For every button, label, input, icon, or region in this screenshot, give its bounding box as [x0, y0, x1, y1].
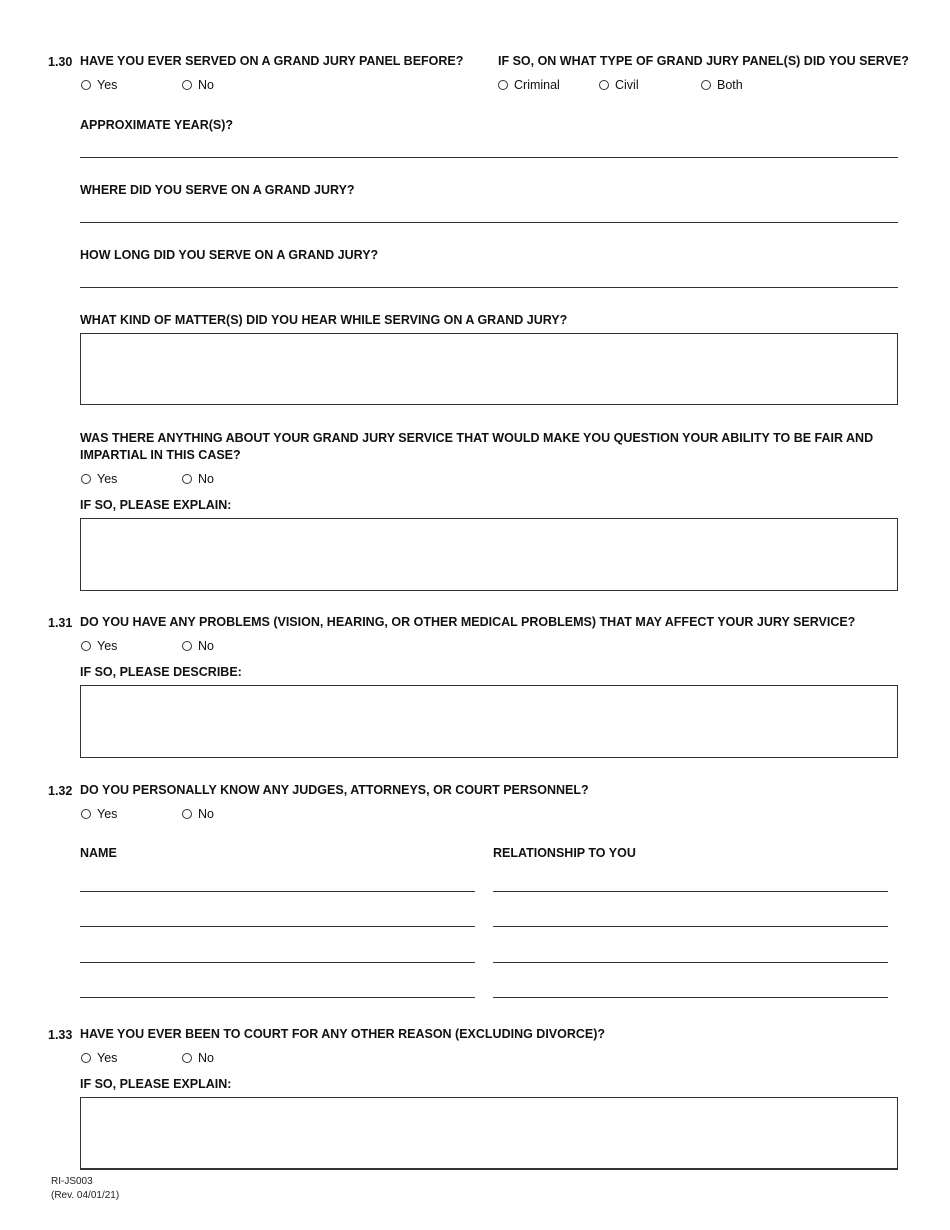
q132-name-field-3[interactable] [80, 962, 475, 963]
q131-yes-option[interactable] [81, 639, 117, 653]
q132-relationship-field-4[interactable] [493, 997, 888, 998]
question-1-32-text: DO YOU PERSONALLY KNOW ANY JUDGES, ATTORNEYS, OR COURT PERSONNEL? [80, 783, 589, 797]
q131-no-option[interactable] [182, 639, 214, 653]
q131-yes-radio[interactable] [81, 641, 91, 651]
q132-name-field-4[interactable] [80, 997, 475, 998]
q131-describe-label: IF SO, PLEASE DESCRIBE: [80, 665, 242, 679]
q130-civil-radio[interactable] [599, 80, 609, 90]
q130-yes-radio[interactable] [81, 80, 91, 90]
q132-name-field-1[interactable] [80, 891, 475, 892]
q132-name-header: NAME [80, 846, 117, 860]
q130-both-radio[interactable] [701, 80, 711, 90]
q130-years-label: APPROXIMATE YEAR(S)? [80, 118, 234, 132]
question-1-30-text: HAVE YOU EVER SERVED ON A GRAND JURY PANEL BEFORE? [80, 54, 464, 68]
q133-explain-label: IF SO, PLEASE EXPLAIN: [80, 1077, 232, 1091]
q132-name-field-2[interactable] [80, 926, 475, 927]
form-revision: (Rev. 04/01/21) [51, 1190, 120, 1201]
q130-both-label: Both [717, 78, 743, 92]
q132-no-option[interactable] [182, 807, 214, 821]
q133-yes-option[interactable] [81, 1051, 117, 1065]
q130-matters-textarea[interactable] [80, 333, 898, 405]
q130-years-field[interactable] [80, 157, 898, 158]
question-1-33-text: HAVE YOU EVER BEEN TO COURT FOR ANY OTHER REASON (EXCLUDING DIVORCE)? [80, 1027, 606, 1041]
q130-civil-option[interactable] [599, 78, 639, 92]
q132-yes-label: Yes [97, 807, 118, 821]
q133-no-radio[interactable] [182, 1053, 192, 1063]
q130-criminal-label: Criminal [514, 78, 560, 92]
q131-no-radio[interactable] [182, 641, 192, 651]
q132-relationship-header: RELATIONSHIP TO YOU [493, 846, 636, 860]
q130-where-label: WHERE DID YOU SERVE ON A GRAND JURY? [80, 183, 355, 197]
q131-yes-label: Yes [97, 639, 118, 653]
q130-no-option[interactable] [182, 78, 214, 92]
q130-criminal-option[interactable] [498, 78, 560, 92]
q130-no-radio[interactable] [182, 80, 192, 90]
question-number-1-31: 1.31 [48, 616, 73, 630]
q133-yes-label: Yes [97, 1051, 118, 1065]
q132-yes-option[interactable] [81, 807, 117, 821]
question-number-1-30: 1.30 [48, 55, 73, 69]
q130-fair-no-radio[interactable] [182, 474, 192, 484]
q132-no-label: No [198, 807, 214, 821]
q133-no-option[interactable] [182, 1051, 214, 1065]
q130-fair-yes-label: Yes [97, 472, 118, 486]
q130-explain-label: IF SO, PLEASE EXPLAIN: [80, 498, 232, 512]
q130-yes-option[interactable] [81, 78, 117, 92]
q130-how-long-label: HOW LONG DID YOU SERVE ON A GRAND JURY? [80, 248, 379, 262]
form-id: RI-JS003 [51, 1176, 93, 1187]
q130-matters-label: WHAT KIND OF MATTER(S) DID YOU HEAR WHILE SERVING ON A GRAND JURY? [80, 313, 568, 327]
q132-relationship-field-3[interactable] [493, 962, 888, 963]
q131-no-label: No [198, 639, 214, 653]
q130-fair-yes-option[interactable] [81, 472, 117, 486]
question-number-1-33: 1.33 [48, 1028, 73, 1042]
q130-fair-no-label: No [198, 472, 214, 486]
q132-no-radio[interactable] [182, 809, 192, 819]
q130-type-question: IF SO, ON WHAT TYPE OF GRAND JURY PANEL(S) DID YOU SERVE? [498, 54, 909, 68]
q130-where-field[interactable] [80, 222, 898, 223]
q133-yes-radio[interactable] [81, 1053, 91, 1063]
q130-fair-no-option[interactable] [182, 472, 214, 486]
q130-civil-label: Civil [615, 78, 639, 92]
q130-how-long-field[interactable] [80, 287, 898, 288]
q130-fair-question: WAS THERE ANYTHING ABOUT YOUR GRAND JURY SERVICE THAT WOULD MAKE YOU QUESTION YOUR ABILITY TO BE FAIR AND IMPARTIAL IN THIS CASE? [80, 431, 874, 462]
q132-relationship-field-2[interactable] [493, 926, 888, 927]
question-number-1-32: 1.32 [48, 784, 73, 798]
q130-yes-label: Yes [97, 78, 118, 92]
q133-no-label: No [198, 1051, 214, 1065]
q130-fair-yes-radio[interactable] [81, 474, 91, 484]
q130-both-option[interactable] [701, 78, 743, 92]
q130-explain-textarea[interactable] [80, 518, 898, 591]
question-1-31-text: DO YOU HAVE ANY PROBLEMS (VISION, HEARING, OR OTHER MEDICAL PROBLEMS) THAT MAY AFFECT YOUR JURY SERVICE? [80, 615, 856, 629]
q130-criminal-radio[interactable] [498, 80, 508, 90]
q132-relationship-field-1[interactable] [493, 891, 888, 892]
q131-describe-textarea[interactable] [80, 685, 898, 758]
q132-yes-radio[interactable] [81, 809, 91, 819]
q133-explain-textarea[interactable] [80, 1097, 898, 1170]
q130-no-label: No [198, 78, 214, 92]
